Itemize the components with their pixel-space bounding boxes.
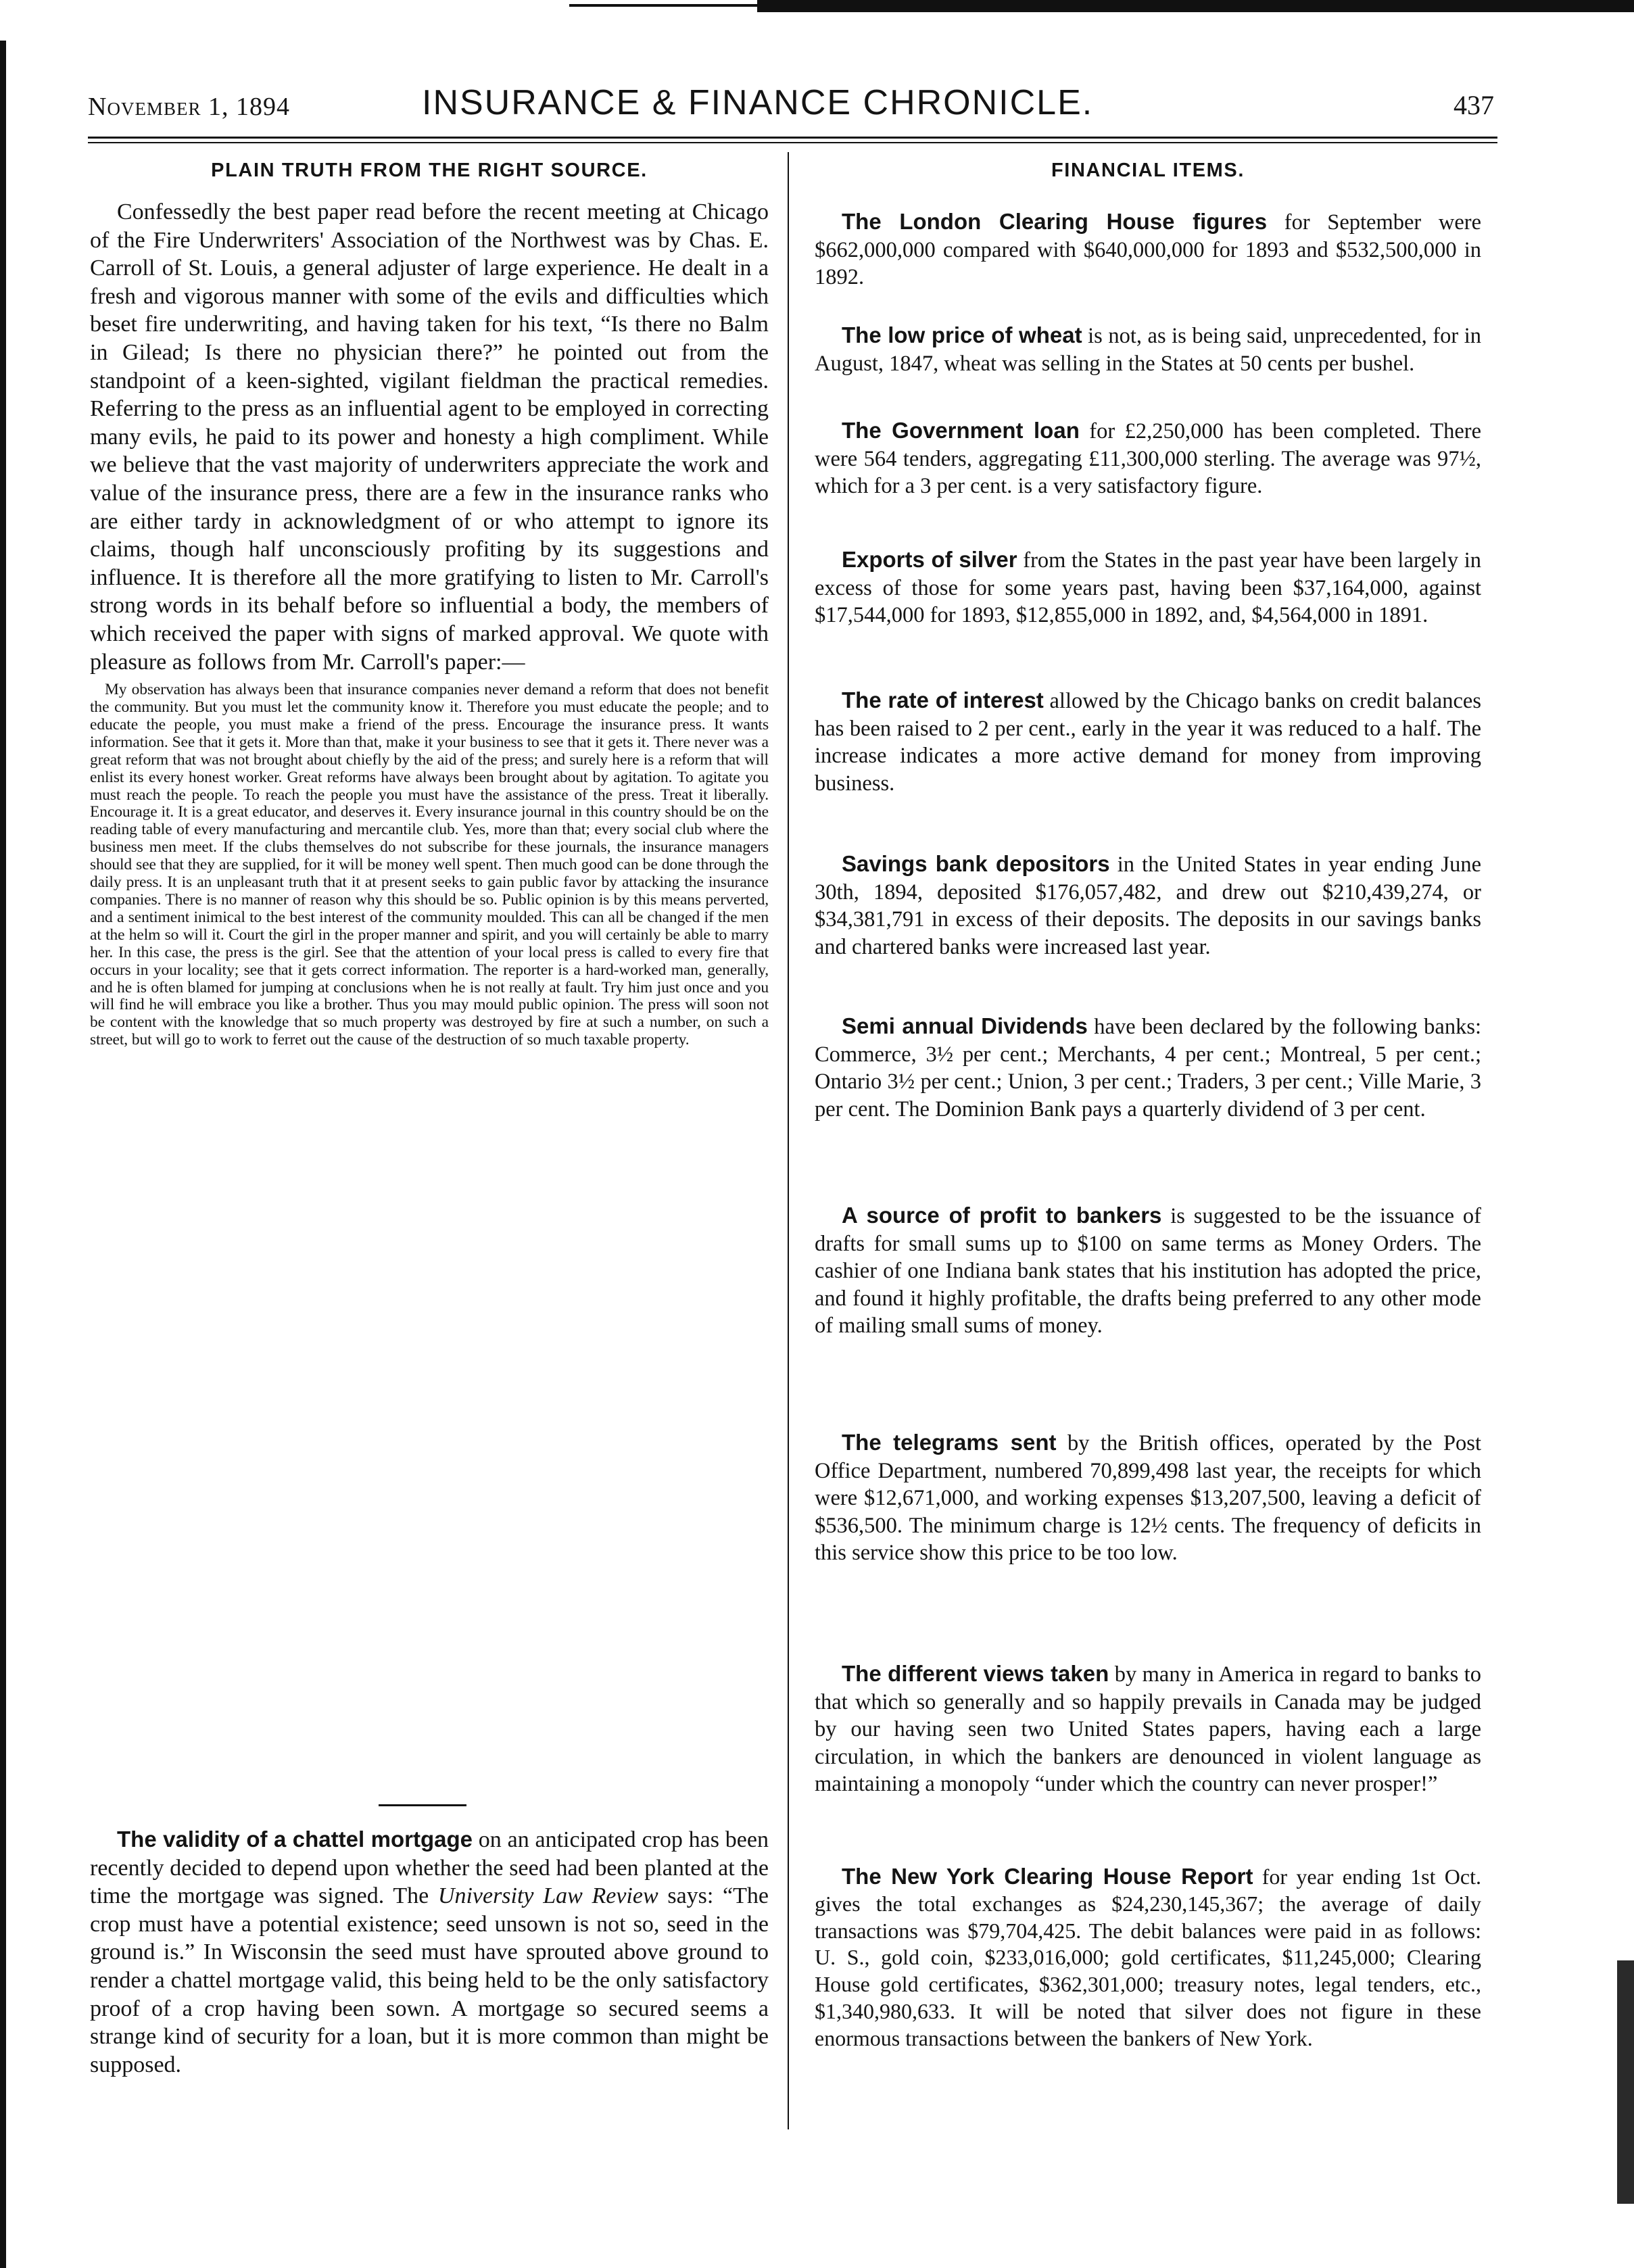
header-date: November 1, 1894 xyxy=(88,93,290,121)
financial-item-text: by many in America in regard to banks to that which so generally and so happily prevails in Canada may be judged by our having seen two United States papers, having each a large circulation, in which the bankers are denounced in violent language as maintaining a monopoly “under which the country can never prosper!” xyxy=(815,1662,1481,1797)
left-item-text-a: on an anticipated crop has been recently decided to depend upon whether the seed had been planted at the time the mortgage was signed. The xyxy=(90,1827,769,1909)
financial-item xyxy=(815,1013,1481,1123)
financial-item-lead: Exports of silver xyxy=(842,547,1017,572)
financial-item-lead: The telegrams sent xyxy=(842,1430,1057,1455)
financial-item xyxy=(815,687,1481,797)
financial-item xyxy=(815,1202,1481,1340)
top-border-bar xyxy=(757,0,1634,12)
financial-item-text: for year ending 1st Oct. gives the total exchanges as $24,230,145,367; the average of daily transactions was $79,704,425. The debit balances were paid in as follows: U. S., gold coin, $233,016,000; gold certificates, $11,245,000; Clearing House gold certificates, $362,301,000; treasury notes, legal tenders, etc., $1,340,980,633. It will be noted that silver does not figure in these enormous transactions between the bankers of New York. xyxy=(815,1864,1482,2050)
financial-item-text: is not, as is being said, unprecedented, for in August, 1847, wheat was selling in the States at 50 cents per bushel. xyxy=(815,324,1481,376)
financial-item xyxy=(815,208,1481,291)
left-item-paragraph xyxy=(90,1825,769,2079)
page-header xyxy=(88,81,1494,135)
margin-mark xyxy=(1617,1960,1634,2204)
financial-item-text: have been declared by the following banks: Commerce, 3½ per cent.; Merchants, 4 per cent.; Montreal, 5 per cent.; Ontario 3½ per cent.; Union, 3 per cent.; Traders, 3 per cent.; Ville Marie, 3 per cent. The Dominion Bank pays a quarterly dividend of 3 per cent. xyxy=(815,1015,1481,1121)
financial-item xyxy=(815,1660,1481,1798)
financial-item-text: for September were $662,000,000 compared with $640,000,000 for 1893 and $532,500,000 in 1892. xyxy=(815,210,1481,290)
financial-item-lead: The London Clearing House figures xyxy=(842,209,1268,234)
financial-item-lead: Semi annual Dividends xyxy=(842,1013,1088,1038)
financial-item xyxy=(815,850,1481,961)
separator-dash xyxy=(379,1804,466,1806)
financial-item-lead: The Government loan xyxy=(842,418,1080,443)
financial-item xyxy=(815,1863,1481,2052)
financial-item-lead: The low price of wheat xyxy=(842,322,1082,347)
right-column-heading: FINANCIAL ITEMS. xyxy=(1051,160,1245,181)
financial-item xyxy=(815,1429,1481,1567)
financial-item-lead: A source of profit to bankers xyxy=(842,1203,1162,1228)
left-item-text-b: says: “The crop must have a potential existence; seed unsown is not so, seed in the ground is.” In Wisconsin the seed must have sprouted above ground to render a chattel mortgage valid, this being held to be the only satisfactory proof of a crop having been sown. A mortgage so secured seems a strange kind of security for a loan, but it is more common than might be supposed. xyxy=(90,1883,769,2077)
financial-item-lead: The different views taken xyxy=(842,1661,1109,1686)
financial-item-text: allowed by the Chicago banks on credit balances has been raised to 2 per cent., early in the year it was reduced to a half. The increase indicates a more active demand for money from improving business. xyxy=(815,689,1481,796)
financial-item-text: for £2,250,000 has been completed. There were 564 tenders, aggregating £11,300,000 sterling. The average was 97½, which for a 3 per cent. is a very satisfactory figure. xyxy=(815,419,1482,499)
financial-item-lead: The rate of interest xyxy=(842,687,1044,713)
financial-item-text: by the British offices, operated by the Post Office Department, numbered 70,899,498 last year, the receipts for which were $12,671,000, and working expenses $13,207,500, leaving a deficit of $536,500. The minimum charge is 12½ cents. The frequency of deficits in this service show this price to be too low. xyxy=(815,1431,1481,1566)
left-article-quote: My observation has always been that insurance companies never demand a reform that does not benefit the community. But you must let the community know it. Therefore you must educate the people; and to educate the people, you must make a friend of the press. Encourage the insurance press. It wants information. See that it gets it. More than that, make it your business to see that it gets it. There never was a great reform that was not brought about chiefly by the aid of the press; and surely here is a reform that will enlist its every honest worker. Great reforms have always been brought about by agitation. To agitate you must reach the people. To reach the people you must have the assistance of the press. Treat it liberally. Encourage it. It is a great educator, and deserves it. Every insurance journal in this country should be on the reading table of every manufacturing and mercantile club. Yes, more than that; every social club where the business men meet. If the clubs themselves do not subscribe for these journals, the insurance managers should see that they are supplied, for it will be money well spent. Then much good can be done through the daily press. It is an unpleasant truth that it at present seeks to gain public favor by attacking the insurance companies. There is no manner of reason why this should be so. Public opinion is by this means perverted, and a sentiment inimical to the best interest of the community moulded. This can all be changed if the men at the helm so will it. Court the girl in the proper manner and spirit, and you will certainly be able to marry her. In this case, the press is the girl. See that the attention of your local press is called to every fire that occurs in your locality; see that it gets correct information. The reporter is a hard-worked man, generally, and he is often blamed for jumping at conclusions when he is not really at fault. Try him just once and you will find he will embrace you like a brother. Thus you may mould public opinion. The press will soon not be content with the knowledge that so much property was destroyed by fire at such a number, on such a street, but will go to work to ferret out the cause of the destruction of so much taxable property. xyxy=(90,681,769,1049)
left-article-heading: PLAIN TRUTH FROM THE RIGHT SOURCE. xyxy=(211,160,648,181)
financial-item xyxy=(815,417,1481,500)
financial-item xyxy=(815,546,1481,629)
left-column xyxy=(90,160,769,1049)
financial-item-lead: The New York Clearing House Report xyxy=(842,1864,1253,1889)
left-item xyxy=(90,1825,769,2079)
left-border-bar xyxy=(0,41,6,2268)
header-rule-2 xyxy=(88,142,1497,143)
financial-item-text: is suggested to be the issuance of drafts for small sums up to $100 on same terms as Money Orders. The cashier of one Indiana bank states that his institution has adopted the price, and found it highly profitable, the drafts being preferred to any other mode of mailing small sums of money. xyxy=(815,1204,1481,1338)
left-item-lead: The validity of a chattel mortgage xyxy=(117,1827,473,1852)
right-column xyxy=(815,160,1481,2120)
left-article-intro: Confessedly the best paper read before the recent meeting at Chicago of the Fire Underwriters' Association of the Northwest was by Chas. E. Carroll of St. Louis, a general adjuster of large experience. He dealt in a fresh and vigorous manner with some of the evils and difficulties which beset fire underwriting, and having taken for his text, “Is there no Balm in Gilead; Is there no physician there?” he pointed out from the standpoint of a keen-sighted, vigilant fieldman the practical remedies. Referring to the press as an influential agent to be employed in correcting many evils, he paid to its power and honesty a high compliment. While we believe that the vast majority of underwriters appreciate the work and value of the insurance press, there are a few in the insurance ranks who are either tardy in acknowledgment of or who attempt to ignore its claims, though half unconsciously profiting by its suggestions and influence. It is therefore all the more gratifying to listen to Mr. Carroll's strong words in its behalf before so influential a body, the members of which received the paper with signs of marked approval. We quote with pleasure as follows from Mr. Carroll's paper:— xyxy=(90,199,769,675)
header-rule-1 xyxy=(88,137,1497,139)
financial-item-text: in the United States in year ending June 30th, 1894, deposited $176,057,482, and drew out $210,439,274, or $34,381,791 in excess of their deposits. The deposits in our savings banks and chartered banks were increased last year. xyxy=(815,852,1481,959)
financial-item-lead: Savings bank depositors xyxy=(842,851,1110,876)
financial-item-text: from the States in the past year have been largely in excess of those for some years past, having been $37,164,000, against $17,544,000 for 1893, $12,855,000 in 1892, and, $4,564,000 in 1891. xyxy=(815,548,1481,628)
column-divider xyxy=(788,152,789,2129)
top-border-thin xyxy=(569,4,759,7)
header-page-number: 437 xyxy=(1453,90,1494,120)
financial-item xyxy=(815,322,1481,377)
header-title: INSURANCE & FINANCE CHRONICLE. xyxy=(422,83,1094,122)
left-item-review-title: University Law Review xyxy=(437,1883,658,1909)
